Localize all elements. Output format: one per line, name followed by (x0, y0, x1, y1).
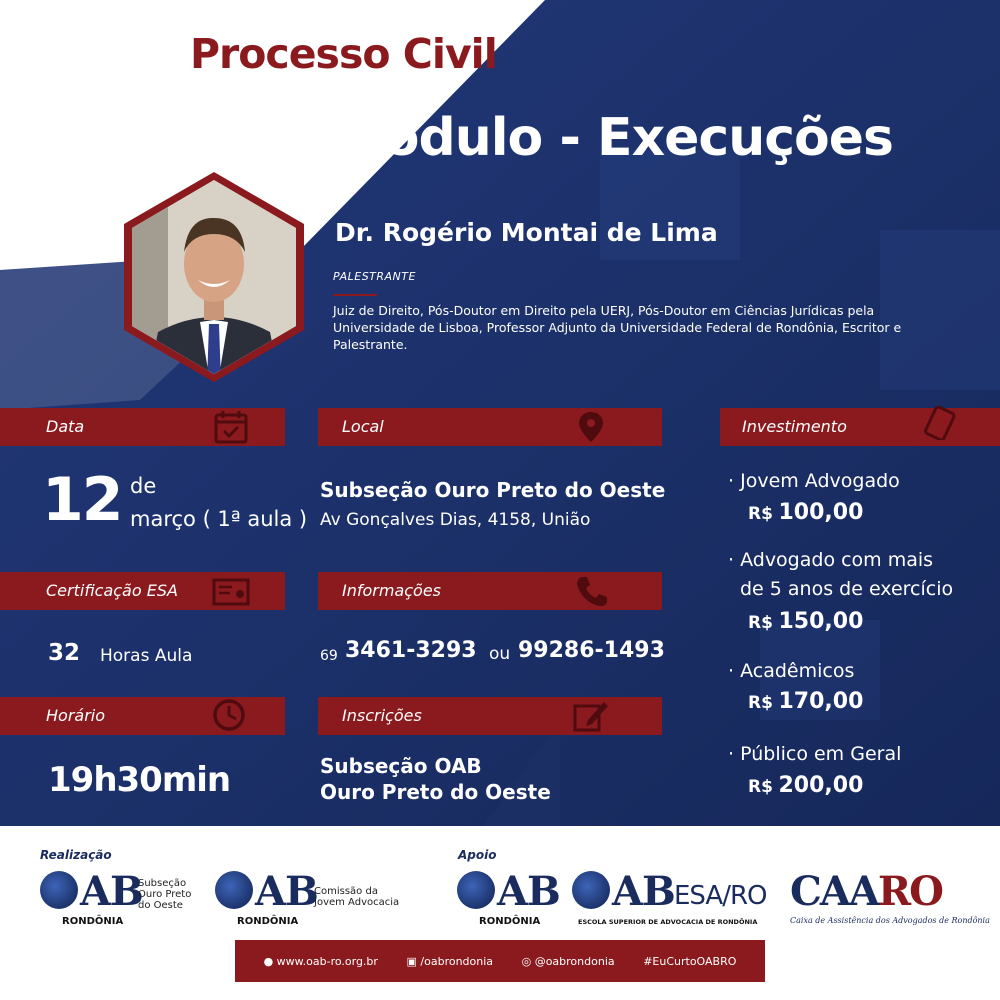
informacoes-label: Informações (342, 581, 442, 600)
inscricoes-line-2: Ouro Preto do Oeste (320, 780, 551, 804)
instagram-icon: ◎ (521, 954, 532, 968)
caaro-subtitle: Caixa de Assistência dos Advogados de Rondônia (790, 916, 990, 925)
investimento-item: · Acadêmicos (728, 660, 855, 682)
role-divider (333, 294, 377, 296)
comissao-text: Comissão da Jovem Advocacia (314, 886, 400, 908)
inscricoes-label: Inscrições (342, 706, 422, 725)
realizacao-label: Realização (40, 848, 112, 862)
investimento-item: · Advogado com mais (728, 549, 934, 571)
oab-logo-rondonia: AB (457, 868, 560, 915)
clock-icon (210, 698, 248, 732)
local-name: Subseção Ouro Preto do Oeste (320, 478, 666, 502)
investimento-price: R$ 200,00 (748, 773, 864, 798)
instagram-link[interactable]: ◎ @oabrondonia (521, 954, 615, 968)
phone-number-2: 99286-1493 (518, 638, 665, 663)
apoio-label: Apoio (458, 848, 497, 862)
certificacao-hours: 32 (48, 640, 81, 666)
certificacao-label: Certificação ESA (46, 581, 178, 600)
speaker-role: PALESTRANTE (333, 270, 416, 283)
phone-or: ou (489, 644, 511, 664)
date-month: março ( 1ª aula ) (130, 507, 308, 531)
globe-icon (457, 871, 495, 909)
horario-time: 19h30min (48, 760, 231, 800)
subsecao-text: Subseção Ouro Preto do Oeste (138, 878, 192, 911)
oab-rondonia-text: RONDÔNIA (479, 916, 541, 927)
facebook-icon: ▣ (406, 954, 417, 968)
investimento-item: · Público em Geral (728, 743, 902, 765)
module-title: Módulo - Execuções (333, 108, 893, 168)
oab-logo-subsecao: AB (40, 868, 143, 915)
facebook-link[interactable]: ▣ /oabrondonia (406, 954, 494, 968)
hashtag-text: #EuCurtoOABRO (643, 954, 737, 968)
certificacao-hours-text: Horas Aula (100, 646, 193, 666)
card-icon (920, 406, 958, 440)
oab-rondonia-text: RONDÔNIA (237, 916, 299, 927)
certificate-icon (212, 574, 250, 608)
date-day: 12 (42, 465, 122, 535)
esa-ro-text: ESA/RO (674, 881, 767, 911)
investimento-price: R$ 100,00 (748, 500, 864, 525)
phone-area-code: 69 (320, 648, 338, 664)
website-link[interactable]: ● www.oab-ro.org.br (263, 954, 378, 968)
phone-icon (572, 574, 610, 608)
investimento-item-line-2: de 5 anos de exercício (740, 578, 954, 600)
location-pin-icon (572, 410, 610, 444)
horario-label: Horário (46, 706, 106, 725)
oab-logo-esa: AB (572, 868, 675, 915)
esa-subtitle: ESCOLA SUPERIOR DE ADVOCACIA DE RONDÔNIA (578, 918, 758, 926)
investimento-price: R$ 170,00 (748, 689, 864, 714)
date-de: de (130, 474, 157, 498)
speaker-photo (118, 172, 310, 382)
calendar-icon (212, 410, 250, 444)
local-address: Av Gonçalves Dias, 4158, União (320, 510, 591, 530)
globe-icon (40, 871, 78, 909)
course-title: Processo Civil (190, 30, 497, 78)
date-label: Data (46, 417, 85, 436)
investimento-label: Investimento (742, 417, 847, 436)
speaker-bio: Juiz de Direito, Pós-Doutor em Direito pela UERJ, Pós-Doutor em Ciências Jurídicas pela Universidade de Lisboa, Professor Adjunto da Universidade Federal de Rondônia, Escritor e Palestrante. (333, 303, 902, 352)
caaro-logo: CAARO (790, 868, 942, 915)
investimento-item: · Jovem Advogado (728, 470, 900, 492)
oab-logo-comissao: AB (215, 868, 318, 915)
inscricoes-place (320, 753, 551, 805)
local-label: Local (342, 417, 384, 436)
investimento-price: R$ 150,00 (748, 609, 864, 634)
globe-icon: ● (263, 954, 274, 968)
speaker-name: Dr. Rogério Montai de Lima (335, 218, 718, 247)
globe-icon (215, 871, 253, 909)
edit-icon (572, 698, 610, 732)
globe-icon (572, 871, 610, 909)
phone-number-1: 3461-3293 (345, 638, 477, 663)
inscricoes-line-1: Subseção OAB (320, 754, 482, 778)
social-footer (235, 940, 765, 982)
oab-rondonia-text: RONDÔNIA (62, 916, 124, 927)
